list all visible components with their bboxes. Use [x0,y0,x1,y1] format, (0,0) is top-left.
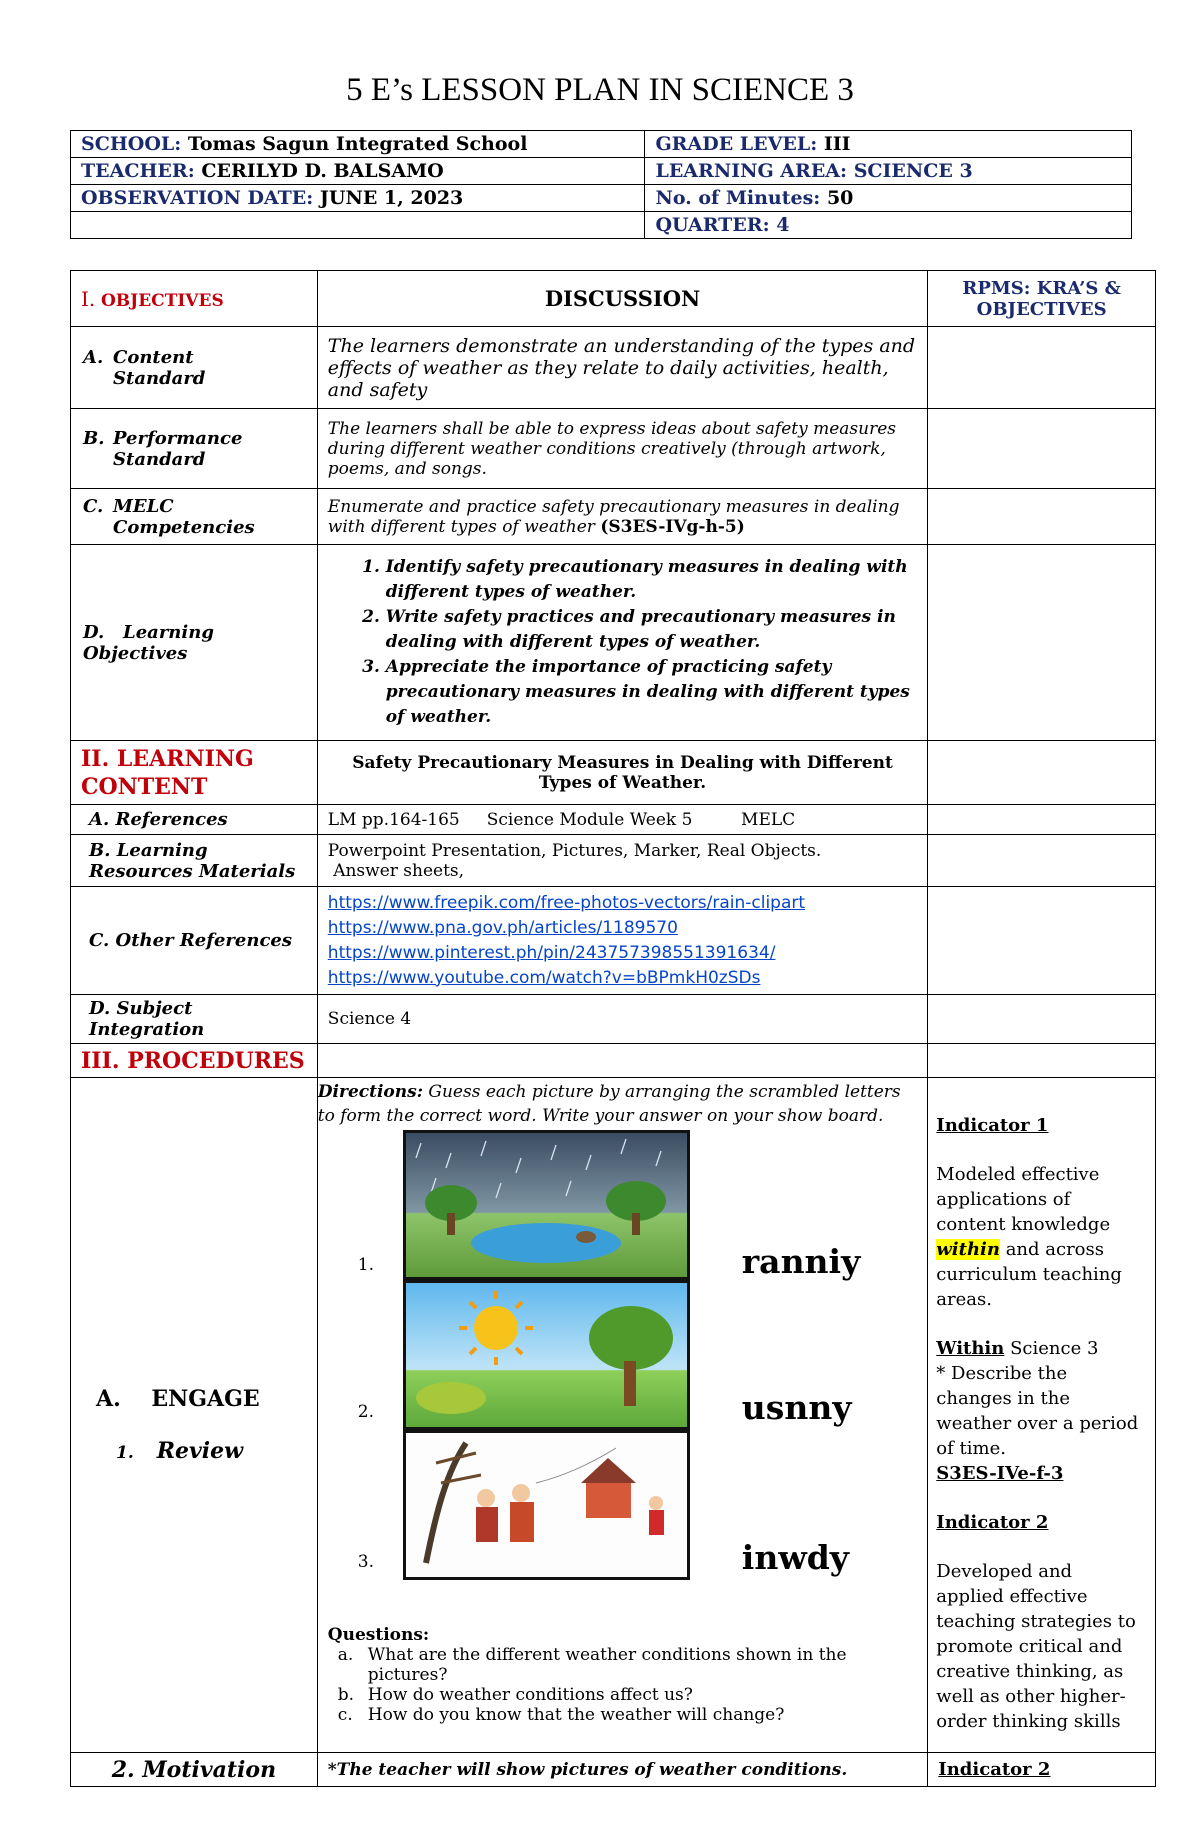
reference-link[interactable]: https://www.freepik.com/free-photos-vectors/rain-clipart [327,892,806,913]
rpms-empty [928,805,1156,835]
indicator-1-text: Modeled effective applications of content knowledge within and across curriculum teaching areas. [936,1164,1122,1310]
within-note: Within Science 3 [936,1338,1099,1359]
learning-resources: Powerpoint Presentation, Pictures, Marker, Real Objects. Answer sheets, [317,835,928,887]
rpms-empty [928,887,1156,995]
within-code: S3ES-IVe-f-3 [936,1463,1064,1484]
melc-competency: Enumerate and practice safety precautionary measures in dealing with different types of weather (S3ES-IVg-h-5) [317,489,928,545]
learning-content-heading: II. LEARNING CONTENT [71,741,318,805]
rpms-empty [928,995,1156,1044]
sunny-picture [403,1280,690,1430]
learning-objectives [317,545,928,741]
subject-integration: Science 4 [317,995,928,1044]
objective-item: 3. Appreciate the importance of practicing safety precautionary measures in dealing with different types of weather. [386,655,918,730]
learning-content-topic: Safety Precautionary Measures in Dealing with Different Types of Weather. [317,741,928,805]
motivation-indicator: Indicator 2 [928,1753,1156,1787]
within-description: * Describe the changes in the weather over a period of time. [936,1363,1139,1459]
procedures-empty [317,1044,928,1078]
sunny-illustration [406,1283,687,1427]
rainy-picture [403,1130,690,1280]
page-title: 5 E’s LESSON PLAN IN SCIENCE 3 [346,72,854,108]
grade-cell: GRADE LEVEL: III [645,131,1132,158]
minutes-cell: No. of Minutes: 50 [645,185,1132,212]
scrambled-word: usnny [741,1388,852,1427]
info-table [70,130,1132,239]
rpms-empty [928,545,1156,741]
performance-standard: The learners shall be able to express ideas about safety measures during different weather conditions creatively (through artwork, poems, and songs. [317,409,928,489]
rpms-empty [928,835,1156,887]
rpms-empty [928,1044,1156,1078]
other-references [317,887,928,995]
content-standard-label: A. Content Standard [71,327,318,409]
motivation-label: 2. Motivation [71,1753,318,1787]
discussion-heading: DISCUSSION [317,271,928,327]
rainy-illustration [406,1133,687,1277]
reference-link[interactable]: https://www.pinterest.ph/pin/243757398551391634/ [327,942,776,963]
question-item: c. How do you know that the weather will change? [337,1705,785,1725]
quarter-cell: QUARTER: 4 [645,212,1132,239]
learning-resources-label: B. Learning Resources Materials [71,835,318,887]
objectives-heading: I. OBJECTIVES [71,271,318,327]
rpms-heading: RPMS: KRA’S & OBJECTIVES [928,271,1156,327]
reference-link[interactable]: https://www.youtube.com/watch?v=bBPmkH0zSDs [327,967,761,988]
learning-objectives-label: D. Learning Objectives [71,545,318,741]
objective-item: 2. Write safety practices and precautionary measures in dealing with different types of weather. [386,605,918,655]
item-number: 3. [357,1552,375,1572]
engage-discussion [317,1078,928,1753]
melc-label: C. MELC Competencies [71,489,318,545]
subject-integration-label: D. Subject Integration [71,995,318,1044]
motivation-text: *The teacher will show pictures of weather conditions. [317,1753,928,1787]
scrambled-word: inwdy [741,1538,849,1577]
indicator-2-text: Developed and applied effective teaching strategies to promote critical and creative thinking, as well as other higher-order thinking skills [936,1561,1136,1732]
rpms-empty [928,741,1156,805]
scrambled-word: ranniy [741,1242,861,1281]
reference-link[interactable]: https://www.pna.gov.ph/articles/1189570 [327,917,678,938]
rpms-indicators [928,1078,1156,1753]
item-number: 1. [357,1255,375,1275]
other-references-label: C. Other References [71,887,318,995]
windy-picture [403,1430,690,1580]
indicator-2-title: Indicator 2 [936,1512,1049,1533]
picture-puzzle [318,1130,928,1625]
item-number: 2. [357,1402,375,1422]
rpms-empty [928,489,1156,545]
engage-label: A. ENGAGE 1. Review [71,1078,318,1753]
question-item: a. What are the different weather conditions shown in the pictures? [337,1645,847,1685]
question-item: b. How do weather conditions affect us? [337,1685,693,1705]
objective-item: 1. Identify safety precautionary measures in dealing with different types of weather. [386,555,918,605]
empty-cell [71,212,645,239]
procedures-heading: III. PROCEDURES [71,1044,318,1078]
rpms-empty [928,409,1156,489]
references: LM pp.164-165 Science Module Week 5 MELC [317,805,928,835]
teacher-cell: TEACHER: CERILYD D. BALSAMO [71,158,645,185]
lesson-table [70,270,1156,1787]
area-cell: LEARNING AREA: SCIENCE 3 [645,158,1132,185]
content-standard: The learners demonstrate an understanding of the types and effects of weather as they relate to daily activities, health, and safety [317,327,928,409]
questions: Questions: a. What are the different weather conditions shown in the pictures? b. How do weather conditions affect us? c. How do you know that the weather will change? [318,1625,928,1725]
windy-illustration [406,1433,687,1577]
directions: Directions: Guess each picture by arranging the scrambled letters to form the correct word. Write your answer on your show board. [317,1082,901,1126]
performance-standard-label: B. Performance Standard [71,409,318,489]
rpms-empty [928,327,1156,409]
school-cell: SCHOOL: Tomas Sagun Integrated School [71,131,645,158]
references-label: A. References [71,805,318,835]
indicator-1-title: Indicator 1 [936,1115,1049,1136]
date-cell: OBSERVATION DATE: JUNE 1, 2023 [71,185,645,212]
